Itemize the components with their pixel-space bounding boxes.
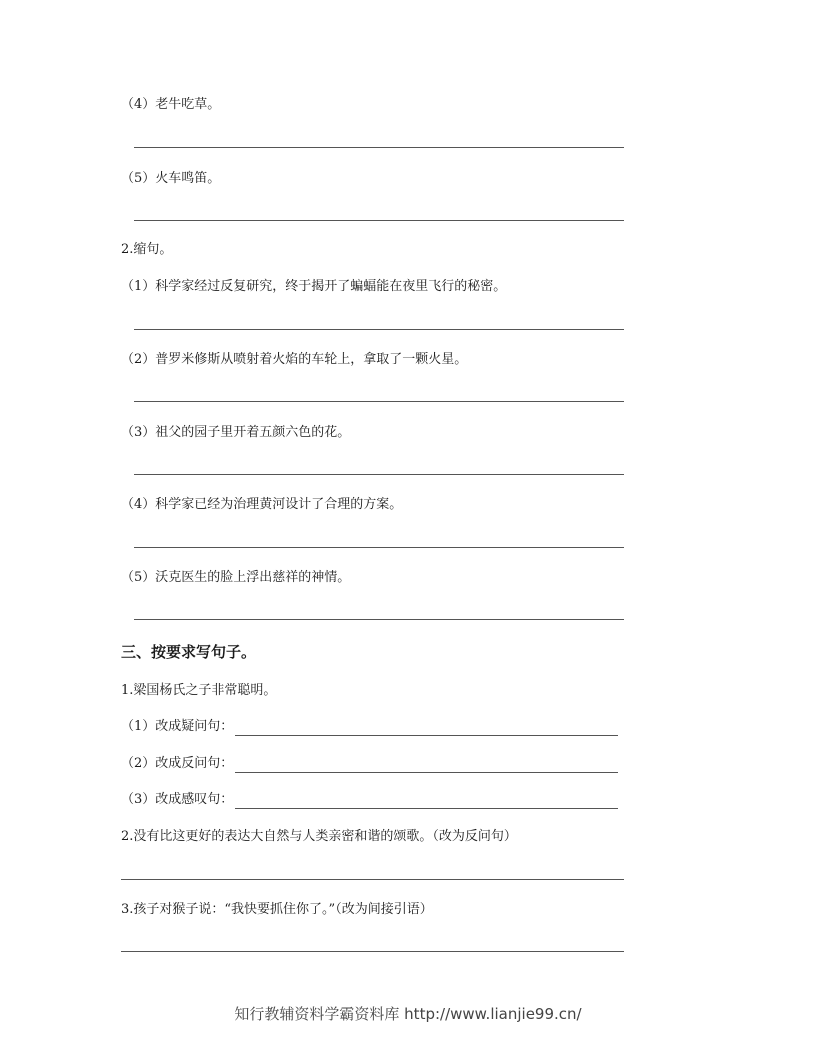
section-3-heading: 三、按要求写句子。 bbox=[121, 643, 257, 661]
answer-line[interactable] bbox=[134, 474, 624, 475]
s3-question-2-title: 2.没有比这更好的表达大自然与人类亲密和谐的颂歌。（改为反问句） bbox=[121, 829, 517, 844]
fill-row-question bbox=[121, 718, 618, 736]
answer-line[interactable] bbox=[121, 951, 624, 952]
question-2-title: 2.缩句。 bbox=[121, 242, 173, 257]
q2-item-4-label: （4）科学家已经为治理黄河设计了合理的方案。 bbox=[121, 497, 403, 512]
answer-line[interactable] bbox=[134, 329, 624, 330]
answer-line[interactable] bbox=[134, 147, 624, 148]
q2-item-3-label: （3）祖父的园子里开着五颜六色的花。 bbox=[121, 425, 351, 440]
answer-line[interactable] bbox=[121, 879, 624, 880]
answer-blank[interactable] bbox=[235, 758, 618, 773]
fill-label: （2）改成反问句： bbox=[121, 756, 234, 771]
q2-item-2-label: （2）普罗米修斯从喷射着火焰的车轮上，拿取了一颗火星。 bbox=[121, 352, 468, 367]
fill-row-exclamation bbox=[121, 791, 618, 809]
answer-blank[interactable] bbox=[235, 794, 618, 809]
answer-blank[interactable] bbox=[235, 721, 618, 736]
answer-line[interactable] bbox=[134, 547, 624, 548]
fill-label: （1）改成疑问句： bbox=[121, 719, 234, 734]
item-4-label: （4）老牛吃草。 bbox=[121, 97, 221, 112]
item-5-label: （5）火车鸣笛。 bbox=[121, 171, 221, 186]
fill-row-rhetorical bbox=[121, 755, 618, 773]
fill-label: （3）改成感叹句： bbox=[121, 792, 234, 807]
q2-item-1-label: （1）科学家经过反复研究，终于揭开了蝙蝠能在夜里飞行的秘密。 bbox=[121, 279, 507, 294]
q2-item-5-label: （5）沃克医生的脸上浮出慈祥的神情。 bbox=[121, 570, 351, 585]
answer-line[interactable] bbox=[134, 220, 624, 221]
footer-watermark: 知行教辅资料学霸资料库 http://www.lianjie99.cn/ bbox=[234, 1005, 582, 1023]
answer-line[interactable] bbox=[134, 401, 624, 402]
s3-question-1-title: 1.梁国杨氏之子非常聪明。 bbox=[121, 683, 277, 698]
answer-line[interactable] bbox=[134, 619, 624, 620]
s3-question-3-title: 3.孩子对猴子说：“我快要抓住你了。”（改为间接引语） bbox=[121, 902, 433, 917]
